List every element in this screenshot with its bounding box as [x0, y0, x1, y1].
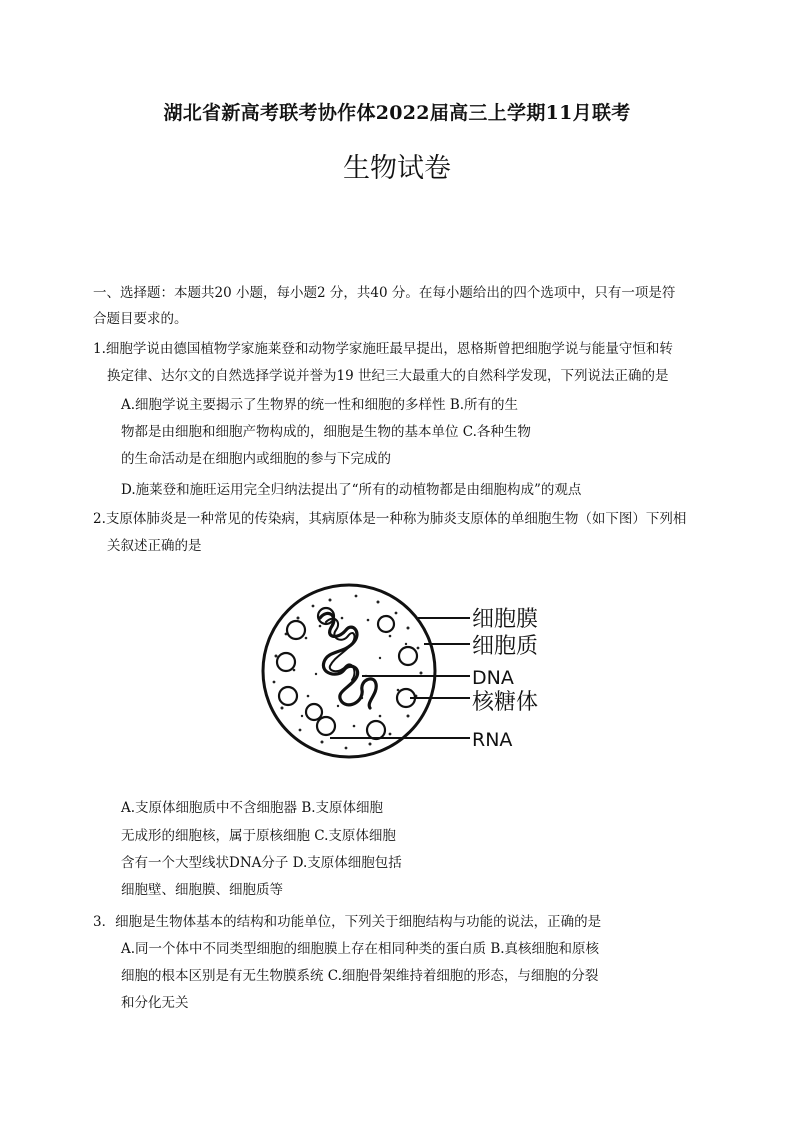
- section-intro-line: 一、选择题：本题共20 小题，每小题2 分，共40 分。在每小题给出的四个选项中，只有一项是符: [93, 285, 676, 301]
- question-1-option-line: A.细胞学说主要揭示了生物界的统一性和细胞的多样性 B.所有的生: [121, 397, 519, 413]
- question-3-stem: 3．细胞是生物体基本的结构和功能单位，下列关于细胞结构与功能的说法，正确的是: [93, 914, 602, 930]
- label-ribosome: 核糖体: [472, 690, 539, 715]
- question-1-stem: 换定律、达尔文的自然选择学说并誉为19 世纪三大最重大的自然科学发现，下列说法正确的是: [107, 368, 669, 384]
- document-title: 湖北省新高考联考协作体2022届高三上学期11月联考: [163, 102, 631, 124]
- question-3-option-line: 细胞的根本区别是有无生物膜系统 C.细胞骨架维持着细胞的形态，与细胞的分裂: [121, 968, 599, 984]
- question-2-option-line: 细胞壁、细胞膜、细胞质等: [121, 882, 283, 898]
- dna-strand: [320, 613, 376, 708]
- label-cell-membrane: 细胞膜: [472, 607, 539, 632]
- question-2-option-line: A.支原体细胞质中不含细胞器 B.支原体细胞: [121, 800, 384, 816]
- question-2-stem: 关叙述正确的是: [107, 538, 202, 554]
- question-1-stem: 1.细胞学说由德国植物学家施莱登和动物学家施旺最早提出，恩格斯曾把细胞学说与能量守恒和转: [93, 341, 673, 357]
- question-3-option-line: 和分化无关: [121, 995, 189, 1011]
- label-cytoplasm: 细胞质: [472, 634, 539, 659]
- section-intro-line: 合题目要求的。: [93, 311, 188, 327]
- label-dna: DNA: [472, 667, 514, 689]
- document-subtitle: 生物试卷: [343, 153, 451, 184]
- mycoplasma-cell-diagram: [258, 578, 558, 766]
- question-1-option-line: 物都是由细胞和细胞产物构成的，细胞是生物的基本单位 C.各种生物: [121, 424, 531, 440]
- label-rna: RNA: [472, 729, 513, 751]
- label-leader-lines: [330, 618, 470, 738]
- question-2-stem: 2.支原体肺炎是一种常见的传染病，其病原体是一种称为肺炎支原体的单细胞生物（如下图）下列相: [93, 511, 687, 527]
- cytoplasm-dots: [273, 595, 423, 750]
- question-1-option-line: 的生命活动是在细胞内或细胞的参与下完成的: [121, 451, 391, 467]
- question-3-option-line: A.同一个体中不同类型细胞的细胞膜上存在相同种类的蛋白质 B.真核细胞和原核: [121, 941, 600, 957]
- question-2-option-line: 含有一个大型线状DNA分子 D.支原体细胞包括: [121, 855, 402, 871]
- question-2-option-line: 无成形的细胞核，属于原核细胞 C.支原体细胞: [121, 828, 396, 844]
- question-1-option-line: D.施莱登和施旺运用完全归纳法提出了“所有的动植物都是由细胞构成”的观点: [121, 482, 582, 498]
